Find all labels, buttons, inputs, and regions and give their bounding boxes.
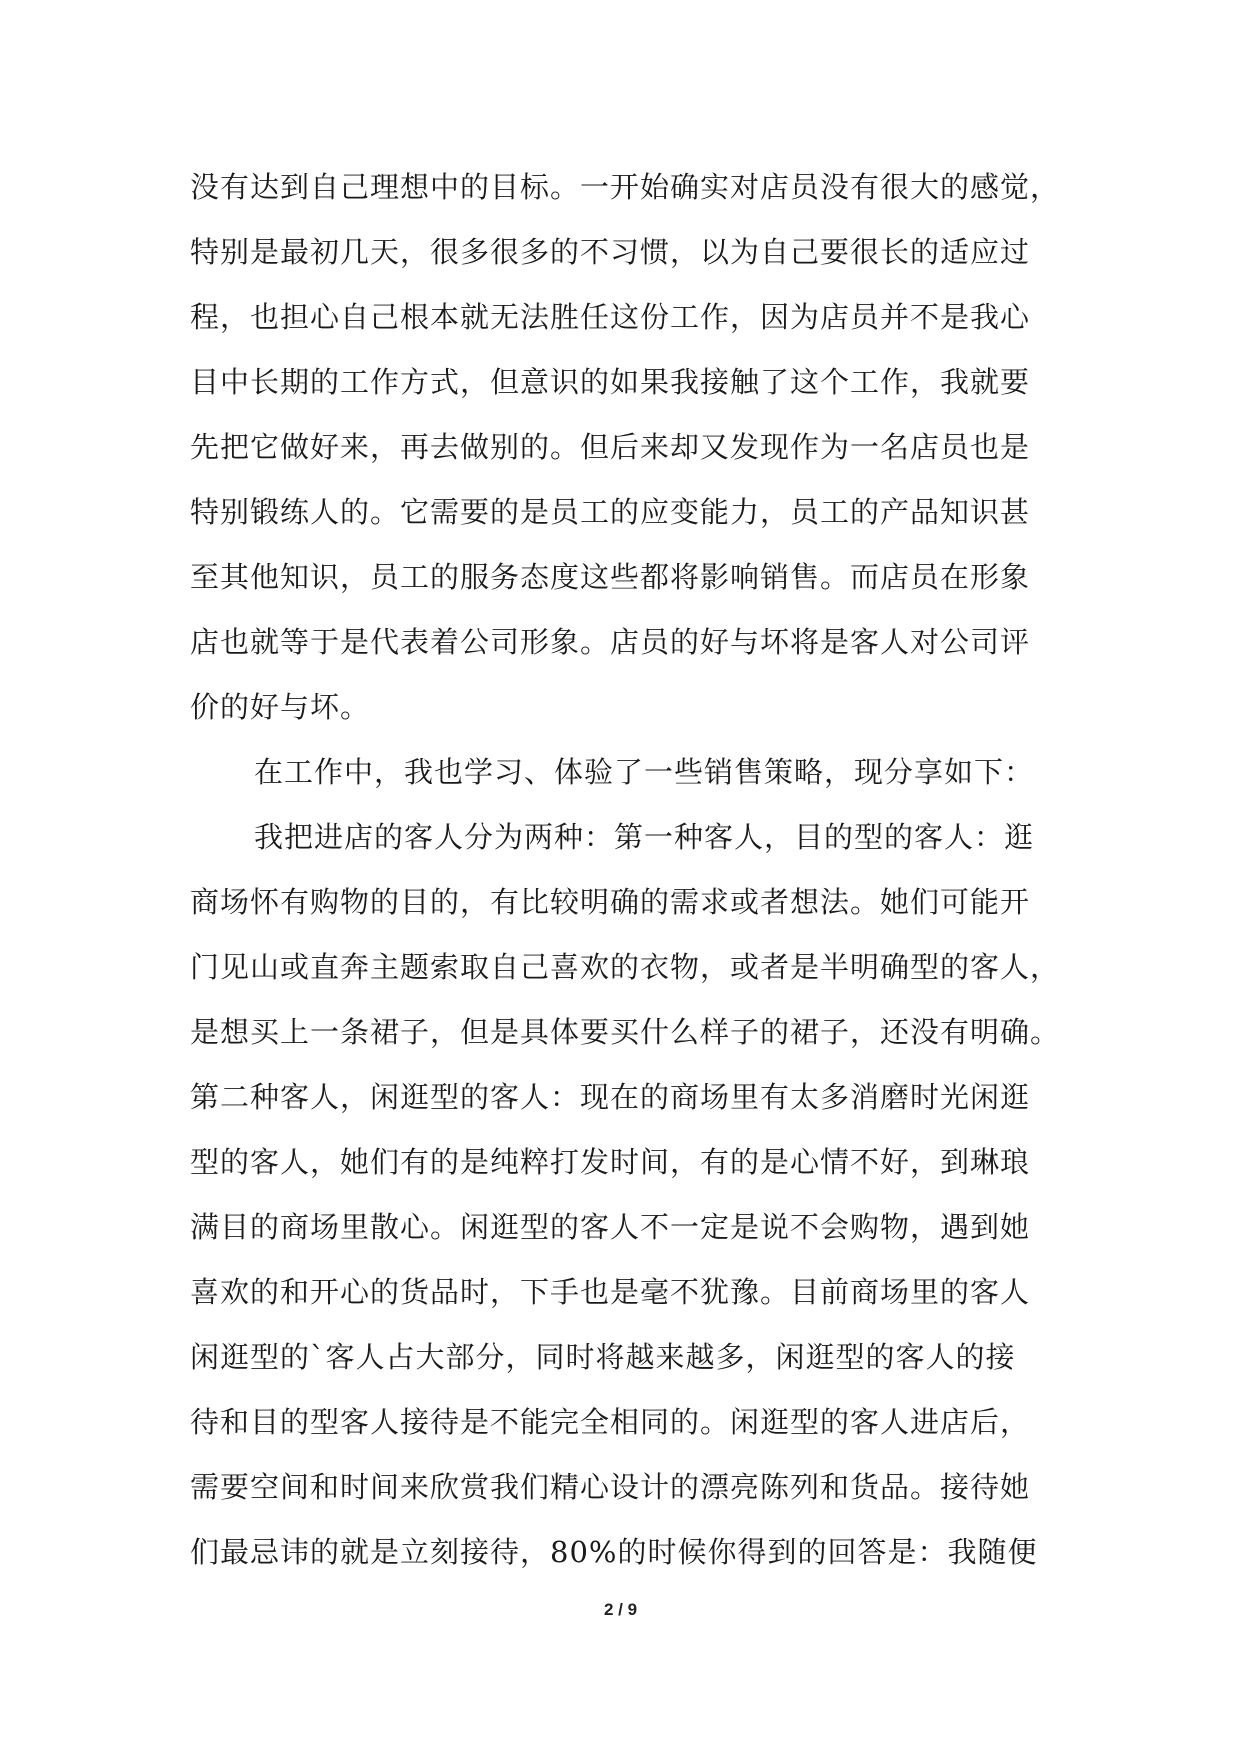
text-line: 先把它做好来，再去做别的。但后来却又发现作为一名店员也是 <box>190 430 1031 464</box>
text-line: 特别是最初几天，很多很多的不习惯，以为自己要很长的适应过 <box>190 235 1031 269</box>
text-line: 至其他知识，员工的服务态度这些都将影响销售。而店员在形象 <box>190 560 1031 594</box>
text-line: 型的客人，她们有的是纯粹打发时间，有的是心情不好，到琳琅 <box>190 1145 1031 1179</box>
text-line: 商场怀有购物的目的，有比较明确的需求或者想法。她们可能开 <box>190 885 1031 919</box>
text-line: 待和目的型客人接待是不能完全相同的。闲逛型的客人进店后， <box>190 1405 1031 1439</box>
text-line: 我把进店的客人分为两种：第一种客人，目的型的客人：逛 <box>254 820 1035 854</box>
text-line: 第二种客人，闲逛型的客人：现在的商场里有太多消磨时光闲逛 <box>190 1080 1031 1114</box>
text-line: 喜欢的和开心的货品时，下手也是毫不犹豫。目前商场里的客人 <box>190 1275 1031 1309</box>
page-number: 2 / 9 <box>603 1600 638 1619</box>
text-line: 满目的商场里散心。闲逛型的客人不一定是说不会购物，遇到她 <box>190 1210 1031 1244</box>
body-text <box>190 155 1090 1585</box>
text-line: 店也就等于是代表着公司形象。店员的好与坏将是客人对公司评 <box>190 625 1031 659</box>
text-line: 价的好与坏。 <box>190 690 371 724</box>
text-line: 们最忌讳的就是立刻接待，80%的时候你得到的回答是：我随便 <box>190 1535 1038 1569</box>
text-line: 程，也担心自己根本就无法胜任这份工作，因为店员并不是我心 <box>190 300 1031 334</box>
text-line: 目中长期的工作方式，但意识的如果我接触了这个工作，我就要 <box>190 365 1031 399</box>
text-line: 在工作中，我也学习、体验了一些销售策略，现分享如下： <box>254 755 1035 789</box>
text-line: 闲逛型的`客人占大部分，同时将越来越多，闲逛型的客人的接 <box>190 1340 1016 1374</box>
text-line: 没有达到自己理想中的目标。一开始确实对店员没有很大的感觉， <box>190 170 1061 204</box>
text-line: 特别锻练人的。它需要的是员工的应变能力，员工的产品知识甚 <box>190 495 1031 529</box>
text-line: 需要空间和时间来欣赏我们精心设计的漂亮陈列和货品。接待她 <box>190 1470 1031 1504</box>
text-line: 是想买上一条裙子，但是具体要买什么样子的裙子，还没有明确。 <box>190 1015 1061 1049</box>
text-line: 门见山或直奔主题索取自己喜欢的衣物，或者是半明确型的客人， <box>190 950 1061 984</box>
